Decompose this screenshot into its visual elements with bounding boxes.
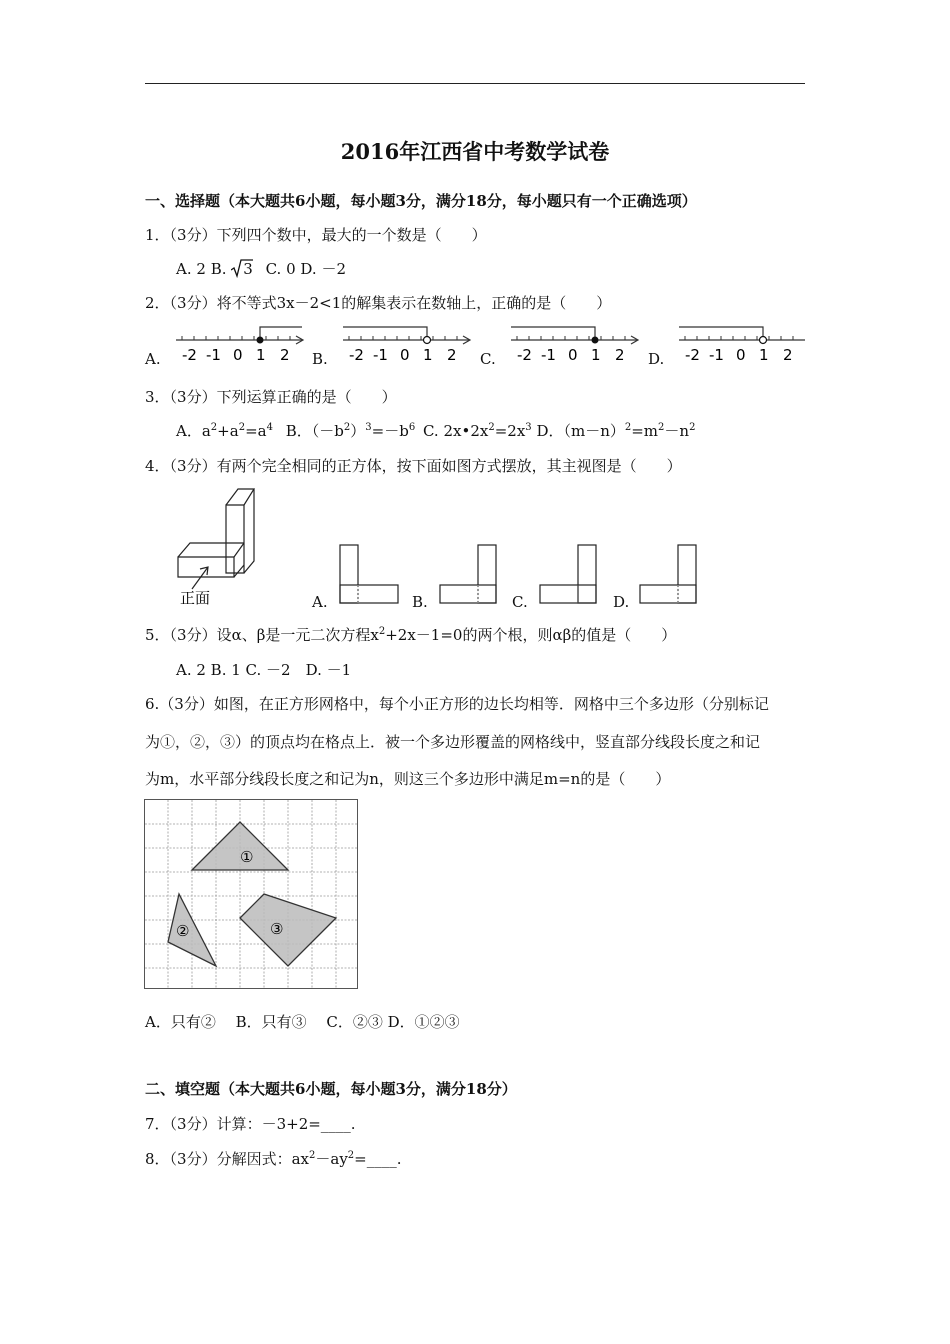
q3-text: （－b <box>311 422 344 440</box>
tick-label: 2 <box>783 346 793 364</box>
polygon-grid-figure <box>143 798 361 992</box>
tick-label: -1 <box>709 346 724 364</box>
q3-exp: 2 <box>658 422 665 433</box>
number-line-a <box>170 322 310 368</box>
q3-exp: 3 <box>525 422 532 433</box>
q5-text: +2x－1=0的两个根，则αβ的值是（ ） <box>385 626 677 644</box>
q4-label-b: B. <box>412 593 428 611</box>
question-8-stem <box>145 1148 402 1169</box>
front-label: 正面 <box>180 589 211 607</box>
q4-label-d: D. <box>613 593 630 611</box>
tick-label: 1 <box>423 346 433 364</box>
q3-exp: 2 <box>343 422 351 433</box>
tick-label: 0 <box>568 346 578 364</box>
tick-label: 1 <box>591 346 601 364</box>
q3-exp: 4 <box>266 422 273 433</box>
q2-label-c: C. <box>480 350 496 368</box>
q3-option-c-label: C. <box>422 422 439 440</box>
q5-text: 5．（3分）设α、β是一元二次方程x <box>145 626 379 644</box>
q8-text: 8．（3分）分解因式：ax <box>145 1150 309 1168</box>
tick-label: 1 <box>256 346 266 364</box>
q3-exp: 2 <box>210 422 218 433</box>
shape-label-1: ① <box>240 848 254 866</box>
q8-exp: 2 <box>347 1150 355 1161</box>
cube-stack-figure <box>170 485 280 610</box>
shape-label-2: ② <box>176 922 190 940</box>
q8-exp: 2 <box>309 1150 316 1161</box>
q3-option-b-label: B． <box>285 422 312 440</box>
q8-text: －ay <box>315 1150 348 1168</box>
q3-exp: 2 <box>624 422 632 433</box>
polygon-3 <box>240 894 336 966</box>
q1-option-d: D. －2 <box>300 260 346 278</box>
number-line-c <box>505 322 645 368</box>
tick-label: 0 <box>736 346 746 364</box>
q3-text: +a <box>217 422 239 440</box>
sqrt-symbol <box>231 258 253 276</box>
tick-label: -1 <box>541 346 556 364</box>
tick-label: 1 <box>759 346 769 364</box>
q3-text: =－b <box>371 422 409 440</box>
q3-text: =m <box>631 422 659 440</box>
page-title: 2016年江西省中考数学试卷 <box>340 139 610 164</box>
q3-exp: 3 <box>365 422 372 433</box>
question-3-options <box>176 420 695 441</box>
front-view-c <box>538 543 602 607</box>
q2-label-a: A. <box>145 350 161 368</box>
question-1-options <box>176 258 346 279</box>
q4-label-a: A. <box>312 593 328 611</box>
question-6-options: A．只有② B．只有③ C．②③ D．①②③ <box>145 1013 460 1031</box>
question-4-stem: 4．（3分）有两个完全相同的正方体，按下面如图方式摆放，其主视图是（ ） <box>145 457 682 475</box>
shape-label-3: ③ <box>270 920 284 938</box>
q3-exp: 2 <box>238 422 246 433</box>
question-6-line-3: 为m，水平部分线段长度之和记为n，则这三个多边形中满足m=n的是（ ） <box>145 770 671 788</box>
q3-text: a <box>201 422 211 440</box>
question-2-stem: 2．（3分）将不等式3x－2<1的解集表示在数轴上，正确的是（ ） <box>145 294 612 312</box>
q1-option-a: A. 2 <box>176 260 206 278</box>
number-line-b <box>337 322 477 368</box>
tick-label: -1 <box>373 346 388 364</box>
q2-label-b: B. <box>312 350 328 368</box>
number-line-d <box>673 322 813 368</box>
q1-option-b: B. <box>210 260 227 278</box>
q3-text: －n <box>664 422 690 440</box>
tick-label: -2 <box>517 346 532 364</box>
question-6-line-2: 为①，②，③）的顶点均在格点上．被一个多边形覆盖的网格线中，竖直部分线段长度之和记 <box>145 733 761 751</box>
front-view-a <box>338 543 402 607</box>
front-view-b <box>438 543 502 607</box>
tick-label: -2 <box>685 346 700 364</box>
tick-label: -1 <box>206 346 221 364</box>
header-rule <box>145 83 805 84</box>
q3-exp: 2 <box>488 422 495 433</box>
q3-option-a-label: A． <box>176 422 202 440</box>
q4-label-c: C. <box>512 593 528 611</box>
question-6-line-1: 6.（3分）如图，在正方形网格中，每个小正方形的边长均相等．网格中三个多边形（分别标记 <box>145 695 769 713</box>
q3-text: ） <box>350 422 366 440</box>
q3-exp: 6 <box>408 422 416 433</box>
question-5-stem <box>145 624 676 645</box>
q3-option-d-label: D． <box>536 422 564 440</box>
tick-label: 2 <box>280 346 290 364</box>
question-1-stem: 1．（3分）下列四个数中，最大的一个数是（ ） <box>145 226 487 244</box>
q1-option-c: C. 0 <box>265 260 296 278</box>
q3-exp: 2 <box>689 422 696 433</box>
tick-label: 0 <box>233 346 243 364</box>
q5-exp: 2 <box>378 626 386 637</box>
front-view-d <box>638 543 702 607</box>
section-2-heading: 二、填空题（本大题共6小题，每小题3分，满分18分） <box>145 1080 517 1098</box>
tick-label: 2 <box>615 346 625 364</box>
q3-text: =2x <box>494 422 526 440</box>
question-7-stem: 7．（3分）计算：－3+2=____. <box>145 1115 356 1133</box>
tick-label: -2 <box>182 346 197 364</box>
tick-label: -2 <box>349 346 364 364</box>
q3-text: （m－n） <box>563 422 625 440</box>
q8-text: =____. <box>354 1150 402 1168</box>
q1-radicand: 3 <box>243 260 253 278</box>
question-5-options: A. 2 B. 1 C. －2 D. －1 <box>176 661 352 679</box>
q3-text: =a <box>245 422 267 440</box>
q2-label-d: D. <box>648 350 665 368</box>
tick-label: 0 <box>400 346 410 364</box>
tick-label: 2 <box>447 346 457 364</box>
question-3-stem: 3．（3分）下列运算正确的是（ ） <box>145 388 397 406</box>
q3-text: 2x•2x <box>443 422 489 440</box>
section-1-heading: 一、选择题（本大题共6小题，每小题3分，满分18分，每小题只有一个正确选项） <box>145 192 697 210</box>
